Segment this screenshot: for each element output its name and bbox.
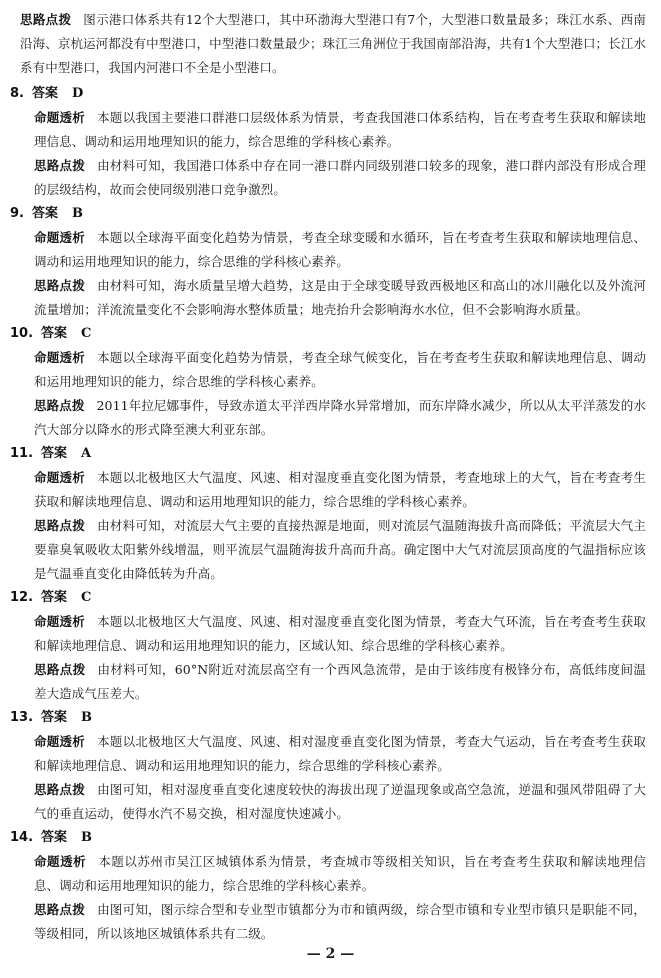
analysis-text: 本题以北极地区大气温度、风速、相对湿度垂直变化图为情景，考查地球上的大气，旨在考查考生获取和解读地理信息、调动和运用地理知识的能力，综合思维的学科核心素养。 bbox=[34, 470, 646, 509]
top-hint-paragraph bbox=[20, 8, 646, 80]
question-10-analysis bbox=[34, 346, 646, 394]
question-11-analysis bbox=[34, 466, 646, 514]
question-12-analysis bbox=[34, 610, 646, 658]
analysis-tag: 命题透析 bbox=[34, 734, 86, 749]
question-13-header bbox=[10, 706, 92, 730]
question-13-hint bbox=[34, 778, 646, 826]
answer-label: 答案 bbox=[31, 86, 58, 101]
analysis-tag: 命题透析 bbox=[34, 470, 86, 485]
question-14-analysis bbox=[34, 850, 646, 898]
question-13-analysis bbox=[34, 730, 646, 778]
question-9-hint bbox=[34, 274, 646, 322]
answer-label: 答案 bbox=[41, 830, 68, 845]
question-11-hint bbox=[34, 514, 646, 586]
analysis-text: 本题以全球海平面变化趋势为情景，考查全球气候变化，旨在考查考生获取和解读地理信息、调动和运用地理知识的能力，综合思维的学科核心素养。 bbox=[34, 350, 646, 389]
hint-text: 2011年拉尼娜事件，导致赤道太平洋西岸降水异常增加，而东岸降水减少，所以从太平洋蒸发的水汽大部分以降水的形式降至澳大利亚东部。 bbox=[34, 398, 646, 437]
hint-tag: 思路点拨 bbox=[20, 12, 72, 27]
answer-letter: B bbox=[81, 830, 93, 845]
analysis-tag: 命题透析 bbox=[34, 110, 86, 125]
analysis-tag: 命题透析 bbox=[34, 230, 86, 245]
question-12-hint bbox=[34, 658, 646, 706]
question-9-analysis bbox=[34, 226, 646, 274]
answer-label: 答案 bbox=[31, 206, 58, 221]
answer-letter: C bbox=[81, 590, 92, 605]
analysis-tag: 命题透析 bbox=[34, 854, 87, 869]
hint-tag: 思路点拨 bbox=[34, 278, 86, 293]
question-8-hint bbox=[34, 154, 646, 202]
analysis-tag: 命题透析 bbox=[34, 614, 86, 629]
hint-tag: 思路点拨 bbox=[34, 398, 85, 413]
answer-letter: B bbox=[72, 206, 83, 221]
hint-text: 由图可知，图示综合型和专业型市镇都分为市和镇两级，综合型市镇和专业型市镇只是职能不同，等级相同，所以该地区城镇体系共有二级。 bbox=[34, 902, 646, 941]
answer-letter: A bbox=[81, 446, 92, 461]
hint-tag: 思路点拨 bbox=[34, 518, 86, 533]
question-9-header bbox=[10, 202, 83, 226]
question-10-header bbox=[10, 322, 91, 346]
hint-tag: 思路点拨 bbox=[34, 158, 86, 173]
question-10-hint bbox=[34, 394, 646, 442]
hint-tag: 思路点拨 bbox=[34, 662, 86, 677]
question-11-header bbox=[10, 442, 91, 466]
question-8-analysis bbox=[34, 106, 646, 154]
answer-label: 答案 bbox=[41, 326, 68, 341]
hint-text: 由材料可知，60°N附近对流层高空有一个西风急流带，是由于该纬度有极锋分布，高低纬度间温差大造成气压差大。 bbox=[34, 662, 646, 701]
answer-label: 答案 bbox=[41, 446, 68, 461]
question-number: 11. bbox=[10, 446, 34, 461]
analysis-tag: 命题透析 bbox=[34, 350, 86, 365]
answer-label: 答案 bbox=[41, 590, 68, 605]
question-number: 13. bbox=[10, 710, 34, 725]
question-12-header bbox=[10, 586, 91, 610]
analysis-text: 本题以全球海平面变化趋势为情景，考查全球变暖和水循环，旨在考查考生获取和解读地理信息、调动和运用地理知识的能力，综合思维的学科核心素养。 bbox=[34, 230, 646, 269]
analysis-text: 本题以北极地区大气温度、风速、相对湿度垂直变化图为情景，考查大气运动，旨在考查考生获取和解读地理信息、调动和运用地理知识的能力，综合思维的学科核心素养。 bbox=[34, 734, 646, 773]
question-8-header bbox=[10, 82, 83, 106]
question-number: 10. bbox=[10, 326, 34, 341]
hint-text: 由材料可知，海水质量呈增大趋势，这是由于全球变暖导致西极地区和高山的冰川融化以及外流河流量增加；洋流流量变化不会影响海水整体质量；地壳抬升会影响海水水位，但不会影响海水质量。 bbox=[34, 278, 646, 317]
hint-tag: 思路点拨 bbox=[34, 902, 86, 917]
analysis-text: 本题以苏州市吴江区城镇体系为情景，考查城市等级相关知识，旨在考查考生获取和解读地理信息、调动和运用地理知识的能力，综合思维的学科核心素养。 bbox=[34, 854, 646, 893]
answer-letter: C bbox=[81, 326, 92, 341]
hint-text: 由材料可知，我国港口体系中存在同一港口群内同级别港口较多的现象，港口群内部没有形成合理的层级结构，故而会使同级别港口竞争激烈。 bbox=[34, 158, 646, 197]
question-14-header bbox=[10, 826, 92, 850]
answer-label: 答案 bbox=[41, 710, 68, 725]
hint-text: 图示港口体系共有12个大型港口，其中环渤海大型港口有7个，大型港口数量最多；珠江水系、西南沿海、京杭运河都没有中型港口，中型港口数量最少；珠江三角洲位于我国南部沿海，共有1个大型港口；长江水系有中型港口，我国内河港口不全是小型港口。 bbox=[20, 12, 646, 75]
analysis-text: 本题以北极地区大气温度、风速、相对湿度垂直变化图为情景，考查大气环流，旨在考查考生获取和解读地理信息、调动和运用地理知识的能力，区域认知、综合思维的学科核心素养。 bbox=[34, 614, 646, 653]
question-number: 12. bbox=[10, 590, 34, 605]
answer-letter: D bbox=[72, 86, 84, 101]
answer-letter: B bbox=[81, 710, 93, 725]
question-number: 9. bbox=[10, 206, 24, 221]
hint-tag: 思路点拨 bbox=[34, 782, 86, 797]
question-number: 14. bbox=[10, 830, 34, 845]
analysis-text: 本题以我国主要港口群港口层级体系为情景，考查我国港口体系结构，旨在考查考生获取和解读地理信息、调动和运用地理知识的能力，综合思维的学科核心素养。 bbox=[34, 110, 646, 149]
hint-text: 由图可知，相对湿度垂直变化速度较快的海拔出现了逆温现象或高空急流，逆温和强风带阻碍了大气的垂直运动，使得水汽不易交换，相对湿度快速减小。 bbox=[34, 782, 646, 821]
page-number: — 2 — bbox=[306, 946, 355, 962]
question-number: 8. bbox=[10, 86, 24, 101]
hint-text: 由材料可知，对流层大气主要的直接热源是地面，则对流层气温随海拔升高而降低；平流层大气主要靠臭氧吸收太阳紫外线增温，则平流层气温随海拔升高而升高。确定图中大气对流层顶高度的气温指标应该是气温垂直变化由降低转为升高。 bbox=[34, 518, 646, 581]
question-14-hint bbox=[34, 898, 646, 946]
